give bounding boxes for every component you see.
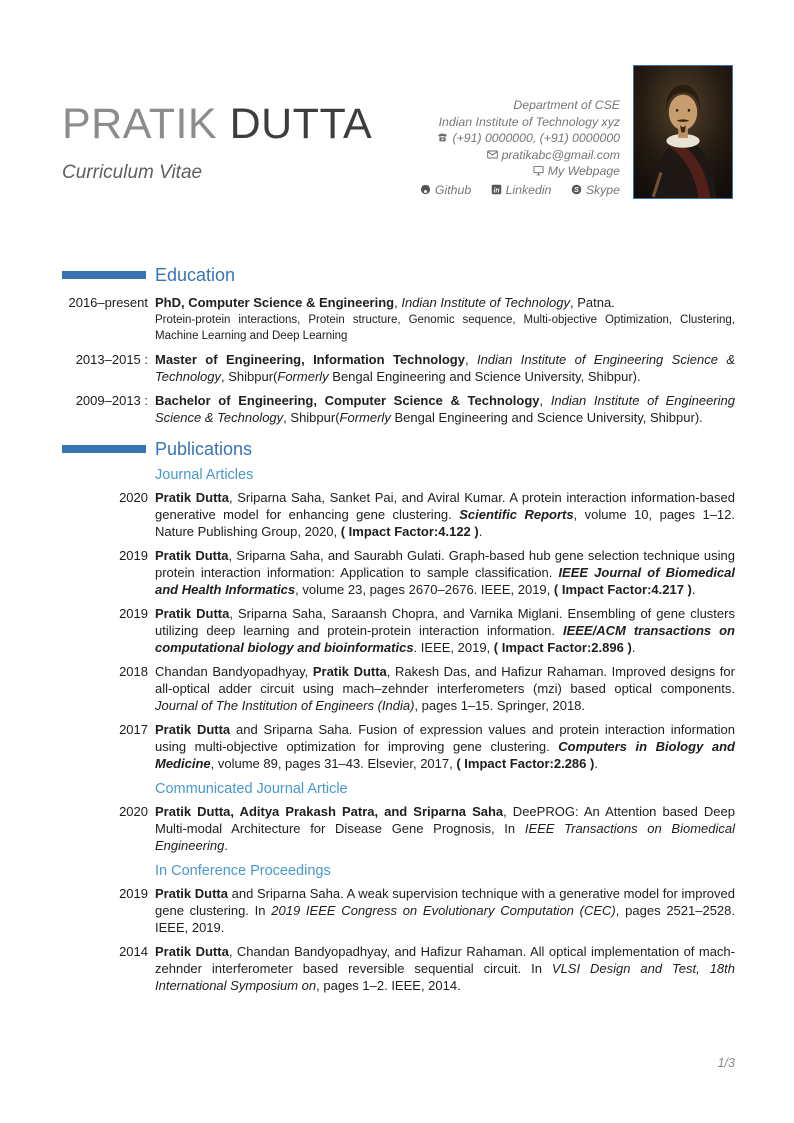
entry-year: 2020 <box>119 804 148 819</box>
name-block <box>62 100 372 184</box>
cv-header <box>0 0 794 258</box>
education-entry-text: Master of Engineering, Information Technology, Indian Institute of Engineering Science & Technology, Shibpur(Formerly Bengal Engineering and Science University, Shibpur). <box>155 352 735 384</box>
subsection-conference-proceedings: In Conference Proceedings <box>155 863 331 879</box>
contact-institution: Indian Institute of Technology xyz <box>438 114 620 129</box>
section-title-publications: Publications <box>155 439 253 459</box>
entry-year: 2017 <box>119 722 148 737</box>
section-publications <box>62 440 735 994</box>
publication-entry <box>62 547 735 598</box>
entry-year: 2020 <box>119 490 148 505</box>
portrait-illustration <box>634 66 732 198</box>
contact-phone: (+91) 0000000, (+91) 0000000 <box>452 131 620 146</box>
skype-icon <box>571 184 582 195</box>
publication-text: Pratik Dutta and Sriparna Saha. A weak supervision technique with a generative model for improved gene clustering. In 2019 IEEE Congress on Evolutionary Computation (CEC), pages 2521–2528. IEEE, 2019. <box>155 886 735 935</box>
entry-year: 2014 <box>119 944 148 959</box>
publication-text: Pratik Dutta, Sriparna Saha, Sanket Pai, and Aviral Kumar. A protein interaction information-based generative model for enhancing gene clustering. Scientific Reports, volume 10, pages 1–12. Nature Publishing Group, 2020, ( Impact Factor:4.122 ). <box>155 490 735 539</box>
envelope-icon <box>487 149 498 160</box>
subsection-communicated-journal: Communicated Journal Article <box>155 781 348 797</box>
linkedin-label: Linkedin <box>505 182 552 197</box>
entry-year: 2019 <box>119 886 148 901</box>
section-education <box>62 266 735 426</box>
page-number: 1/3 <box>717 1056 735 1070</box>
section-title-education: Education <box>155 265 236 285</box>
profile-photo <box>633 65 733 199</box>
subsection-journal-articles: Journal Articles <box>155 467 254 483</box>
entry-year: 2019 <box>119 606 148 621</box>
publication-entry <box>62 663 735 714</box>
education-entry-text: PhD, Computer Science & Engineering, Indian Institute of Technology, Patna. <box>155 295 615 310</box>
github-icon <box>420 184 431 195</box>
phone-icon <box>437 132 448 143</box>
cv-subtitle: Curriculum Vitae <box>62 162 203 183</box>
first-name: PRATIK <box>62 100 218 148</box>
svg-text:in: in <box>493 187 500 195</box>
entry-date: 2009–2013 : <box>75 393 148 408</box>
publication-text: Pratik Dutta, Sriparna Saha, and Saurabh Gulati. Graph-based hub gene selection technique using protein interaction information: Application to sample classification. IEEE Journal of Biomedical and Health Informatics, volume 23, pages 2670–2676. IEEE, 2019, ( Impact Factor:4.217 ). <box>155 548 735 597</box>
contact-phone-line <box>420 130 620 147</box>
section-rule <box>62 271 146 279</box>
publication-text: Pratik Dutta, Aditya Prakash Patra, and Sriparna Saha, DeePROG: An Attention based Deep Multi-modal Architecture for Disease Gene Prognosis, In IEEE Transactions on Biomedical Engineering. <box>155 804 736 853</box>
education-entry <box>62 392 735 426</box>
contact-webpage-line <box>420 163 620 180</box>
publication-entry <box>62 721 735 772</box>
publication-entry <box>62 605 735 656</box>
linkedin-link[interactable] <box>491 183 555 197</box>
social-links <box>420 182 620 199</box>
publication-text: Pratik Dutta, Chandan Bandyopadhyay, and Hafizur Rahaman. All optical implementation of mach-zehnder interferometer based reversible sequential circuit. In VLSI Design and Test, 18th International Symposium on, pages 1–2. IEEE, 2014. <box>155 944 735 993</box>
education-entry <box>62 351 735 385</box>
github-label: Github <box>434 182 472 197</box>
education-entry-note: Protein-protein interactions, Protein structure, Genomic sequence, Multi-objective Optimization, Clustering, Machine Learning and Deep Learning <box>155 314 735 342</box>
education-entry <box>62 294 735 344</box>
entry-date: 2016–present <box>68 295 148 310</box>
github-link[interactable] <box>420 183 475 197</box>
contact-webpage[interactable]: My Webpage <box>547 164 620 179</box>
cv-body <box>0 266 794 994</box>
education-heading <box>62 266 735 284</box>
publication-entry <box>62 885 735 936</box>
publications-heading <box>62 440 735 458</box>
contact-email[interactable]: pratikabc@gmail.com <box>501 147 620 162</box>
entry-date: 2013–2015 : <box>75 352 148 367</box>
entry-year: 2018 <box>119 664 148 679</box>
skype-label: Skype <box>585 182 620 197</box>
full-name <box>62 100 372 148</box>
publication-entry <box>62 943 735 994</box>
webpage-icon <box>533 165 544 176</box>
skype-link[interactable] <box>571 183 620 197</box>
entry-body <box>155 294 735 344</box>
section-rule <box>62 445 146 453</box>
svg-text:S: S <box>573 185 579 195</box>
contact-block <box>420 97 620 199</box>
publication-text: Pratik Dutta, Sriparna Saha, Saraansh Chopra, and Varnika Miglani. Ensembling of gene clusters utilizing deep learning and protein-protein interaction information. IEEE/ACM transactions on computational biology and bioinformatics. IEEE, 2019, ( Impact Factor:2.896 ). <box>155 606 735 655</box>
contact-email-line <box>420 147 620 164</box>
contact-department: Department of CSE <box>513 98 620 112</box>
publication-entry <box>62 489 735 540</box>
linkedin-icon <box>491 184 502 195</box>
last-name: DUTTA <box>229 100 373 148</box>
entry-year: 2019 <box>119 548 148 563</box>
publication-text: Pratik Dutta and Sriparna Saha. Fusion of expression values and protein interaction information using multi-objective optimization for improving gene clustering. Computers in Biology and Medicine, volume 89, pages 31–43. Elsevier, 2017, ( Impact Factor:2.286 ). <box>155 722 735 771</box>
publication-entry <box>62 803 735 854</box>
publication-text: Chandan Bandyopadhyay, Pratik Dutta, Rakesh Das, and Hafizur Rahaman. Improved designs for all-optical adder circuit using mach–zehnder interferometers (mzi) based optical components. Journal of The Institution of Engineers (India), pages 1–15. Springer, 2018. <box>155 664 735 713</box>
education-entry-text: Bachelor of Engineering, Computer Science & Technology, Indian Institute of Engineering Science & Technology, Shibpur(Formerly Bengal Engineering and Science University, Shibpur). <box>155 393 735 425</box>
